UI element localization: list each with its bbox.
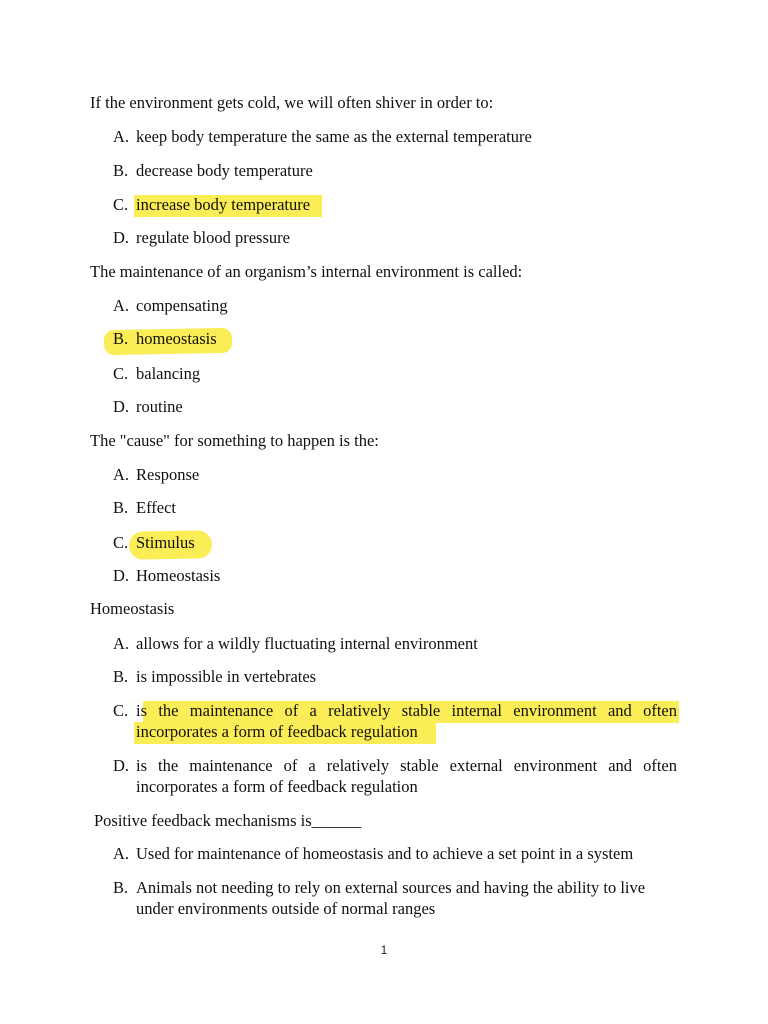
question-4-option-d-line-1: is the maintenance of a relatively stable external environment and often [136, 756, 677, 775]
question-1-option-a-text: keep body temperature the same as the external temperature [136, 127, 532, 146]
question-4-option-a-letter: A. [113, 634, 130, 653]
question-1-option-c-text: increase body temperature [136, 195, 311, 214]
question-1-prompt: If the environment gets cold, we will often shiver in order to: [90, 93, 494, 112]
question-4-option-c-letter: C. [113, 701, 129, 720]
question-4-option-c-line-1: is the maintenance of a relatively stable internal environment and often [136, 701, 677, 720]
question-5-prompt: Positive feedback mechanisms is______ [94, 811, 362, 830]
question-1-option-a-letter: A. [113, 127, 130, 146]
question-2-option-d-letter: D. [113, 397, 130, 416]
question-1-option-d-text: regulate blood pressure [136, 228, 290, 247]
question-3-option-d-text: Homeostasis [136, 566, 221, 585]
question-3-option-c-letter: C. [113, 533, 129, 552]
question-5-option-a-text: Used for maintenance of homeostasis and to achieve a set point in a system [136, 844, 634, 863]
question-2-prompt: The maintenance of an organism’s internal environment is called: [90, 262, 523, 281]
question-3-option-a-letter: A. [113, 465, 130, 484]
question-4-option-d-letter: D. [113, 756, 130, 775]
question-4-option-b-letter: B. [113, 667, 129, 686]
question-5-option-a-letter: A. [113, 844, 130, 863]
question-1-option-c-letter: C. [113, 195, 129, 214]
question-5-option-b-line-1: Animals not needing to rely on external sources and having the ability to live [136, 878, 646, 897]
question-5-option-b-line-2: under environments outside of normal ranges [136, 899, 436, 918]
question-1-option-d-letter: D. [113, 228, 130, 247]
question-3-prompt: The "cause" for something to happen is the: [90, 431, 379, 450]
question-3-option-d-letter: D. [113, 566, 130, 585]
question-4-option-d-line-2: incorporates a form of feedback regulation [136, 777, 418, 796]
question-2-option-c-text: balancing [136, 364, 201, 383]
question-2-option-c-letter: C. [113, 364, 129, 383]
question-3-option-b-letter: B. [113, 498, 129, 517]
question-2-option-d-text: routine [136, 397, 183, 416]
question-2-option-b-letter: B. [113, 329, 129, 348]
question-4-option-b-text: is impossible in vertebrates [136, 667, 317, 686]
question-1-option-b-text: decrease body temperature [136, 161, 313, 180]
question-4-option-a-text: allows for a wildly fluctuating internal environment [136, 634, 478, 653]
page-number: 1 [380, 943, 388, 957]
question-4-option-c-line-2: incorporates a form of feedback regulation [136, 722, 418, 741]
question-5-option-b-letter: B. [113, 878, 129, 897]
question-2-option-a-text: compensating [136, 296, 228, 315]
question-2-option-a-letter: A. [113, 296, 130, 315]
question-3-option-c-text: Stimulus [136, 533, 195, 552]
question-3-option-b-text: Effect [136, 498, 177, 517]
question-2-option-b-text: homeostasis [136, 329, 217, 348]
question-3-option-a-text: Response [136, 465, 200, 484]
question-1-option-b-letter: B. [113, 161, 129, 180]
question-4-prompt: Homeostasis [90, 599, 175, 618]
